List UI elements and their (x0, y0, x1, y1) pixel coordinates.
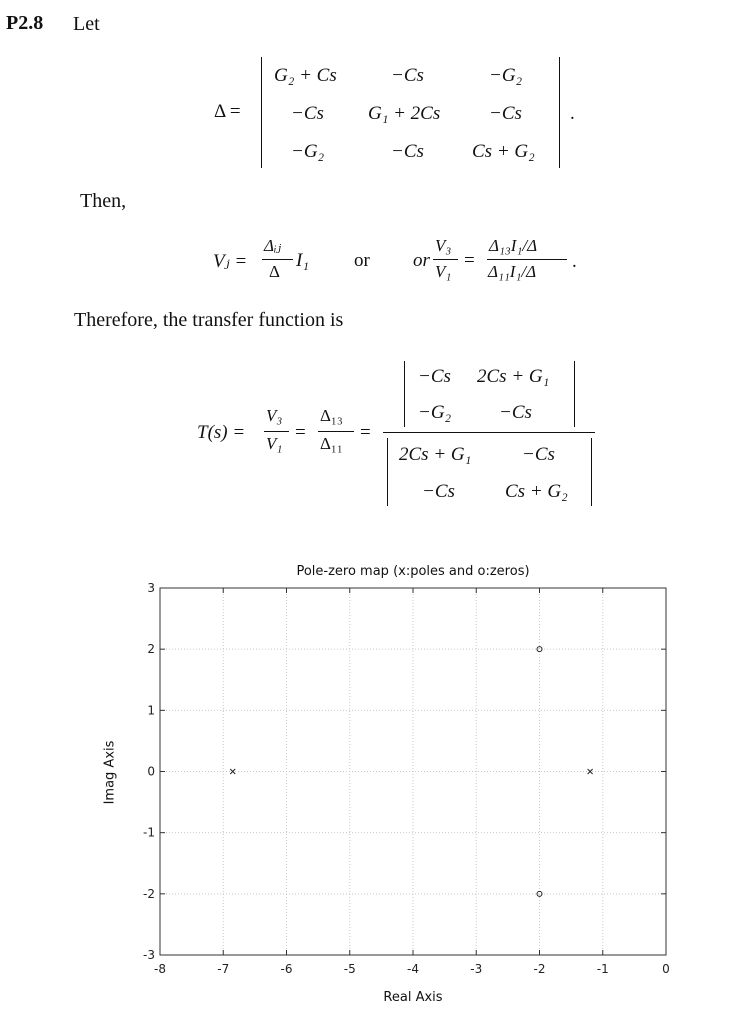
chart-xlabel: Real Axis (383, 990, 443, 1005)
num-det-r1c1: −Cs (418, 366, 451, 387)
den-det-r1c1: 2Cs + G₁ (399, 444, 472, 465)
delta-cell-r3c2: −Cs (391, 141, 424, 162)
vj-connector-or: or (354, 250, 370, 271)
delta-cell-r3c1: −G₂ (291, 141, 325, 162)
tf-ratio-num: V₃ (266, 406, 283, 425)
y-tick-label: -1 (143, 825, 155, 840)
tf-eq2: = (360, 422, 371, 443)
delta-cell-r1c1: G₂ + Cs (274, 65, 337, 86)
den-det-r2c1: −Cs (422, 481, 455, 502)
tf-delta-num: Δ₁₃ (320, 406, 343, 425)
tf-delta-den: Δ₁₁ (320, 434, 343, 453)
delta-cell-r2c1: −Cs (291, 103, 324, 124)
delta-cell-r1c3: −G₂ (489, 65, 523, 86)
y-tick-label: 2 (147, 642, 155, 657)
pole-marker (588, 769, 593, 774)
delta-trailing-dot: . (570, 103, 575, 124)
delta-cell-r1c2: −Cs (391, 65, 424, 86)
pole-marker (230, 769, 235, 774)
chart-title: Pole-zero map (x:poles and o:zeros) (296, 564, 530, 579)
delta-cell-r2c2: G₁ + 2Cs (368, 103, 441, 124)
then-text: Then, (80, 190, 127, 212)
x-tick-label: -7 (217, 962, 230, 976)
x-tick-label: -4 (407, 962, 419, 976)
y-tick-label: -2 (143, 886, 155, 901)
y-tick-label: 1 (147, 703, 155, 718)
den-det-r1c2: −Cs (522, 444, 555, 465)
vj-rhs-num: Δ₁₃I₁/Δ (489, 236, 538, 255)
vj-frac-num: Δᵢⱼ (264, 236, 282, 255)
tf-ratio-den: V₁ (266, 434, 283, 453)
delta-cell-r3c3: Cs + G₂ (472, 141, 535, 162)
vj-ratio-den: V₁ (435, 262, 452, 281)
tf-lhs: T(s) = (197, 422, 246, 443)
vj-rhs-den: Δ₁₁I₁/Δ (488, 262, 537, 281)
vj-after: I₁ (296, 250, 309, 271)
problem-lead: Let (73, 13, 100, 35)
tf-eq1: = (295, 422, 306, 443)
vj-eq: = (464, 250, 475, 271)
chart-ylabel: Imag Axis (102, 740, 118, 805)
y-tick-label: -3 (143, 948, 155, 962)
x-tick-label: -6 (280, 962, 293, 976)
x-tick-label: -3 (470, 962, 483, 976)
problem-number: P2.8 (6, 12, 44, 34)
x-tick-label: -8 (154, 962, 166, 976)
y-tick-label: 3 (147, 581, 155, 595)
vj-or-italic: or (413, 250, 430, 271)
vj-frac-den: Δ (269, 262, 280, 281)
num-det-r2c1: −G₂ (418, 402, 452, 423)
num-det-r1c2: 2Cs + G₁ (477, 366, 550, 387)
vj-lhs: Vⱼ = (213, 251, 248, 272)
x-tick-label: -1 (596, 962, 609, 976)
y-tick-label: 0 (147, 764, 155, 779)
delta-lhs: Δ = (214, 101, 241, 122)
vj-ratio-num: V₃ (435, 236, 452, 255)
vj-trailing-dot: . (572, 251, 577, 272)
therefore-text: Therefore, the transfer function is (74, 309, 344, 331)
num-det-r2c2: −Cs (499, 402, 532, 423)
x-tick-label: -2 (533, 962, 546, 976)
x-tick-label: -5 (343, 962, 356, 976)
delta-cell-r2c3: −Cs (489, 103, 522, 124)
den-det-r2c2: Cs + G₂ (505, 481, 568, 502)
x-tick-label: 0 (662, 962, 670, 976)
